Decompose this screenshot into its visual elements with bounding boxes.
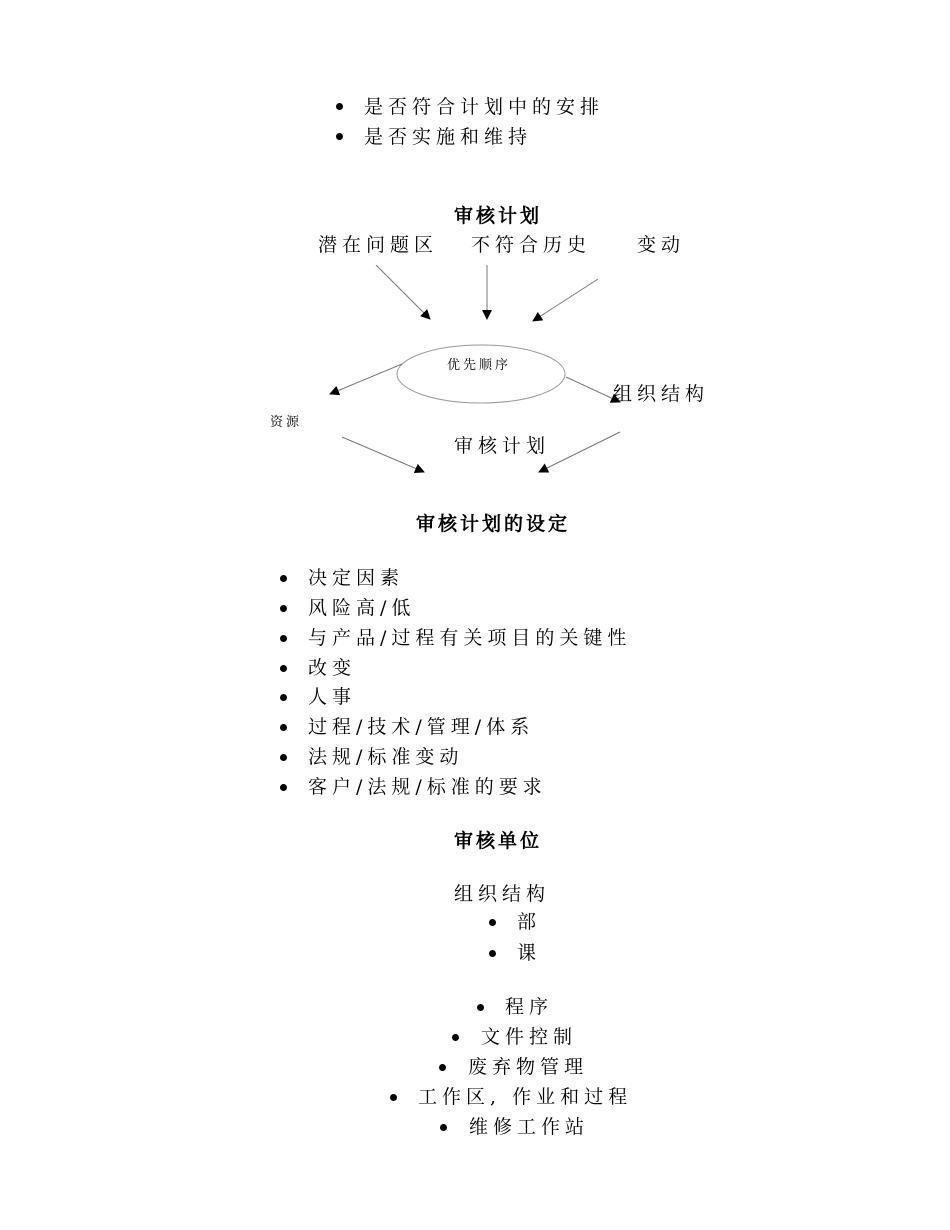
setting-item: 风险高/低 [308,597,416,619]
diagram-input-potential-problems: 潜在问题区 [318,234,439,256]
bullet [280,635,287,642]
units-title: 审核单位 [454,830,543,852]
bullet [280,694,287,701]
bullet [477,1004,484,1011]
bullet [280,784,287,791]
check-item: 是否符合计划中的安排 [364,96,605,118]
bullet [439,1064,446,1071]
org-item: 课 [517,942,542,964]
bullet [489,919,496,926]
setting-item: 与产品/过程有关项目的关键性 [308,627,632,649]
bullet [489,950,496,957]
diagram-left-node: 资源 [270,415,303,430]
setting-item: 过程/技术/管理/体系 [308,716,535,738]
arrow-org-to-plan [539,432,620,472]
arrow-center-to-resources [330,364,402,394]
arrow-center-to-org [566,377,620,402]
units-org-label: 组织结构 [454,883,551,905]
bullet [280,754,287,761]
diagram-center-label: 优先顺序 [447,358,512,373]
diagram-input-nonconformity-history: 不符合历史 [471,234,592,256]
setting-item: 人事 [308,686,357,708]
bullet [452,1034,459,1041]
unit-item: 工作区, 作业和过程 [418,1086,633,1108]
unit-item: 文件控制 [481,1026,578,1048]
diagram-title: 审核计划 [454,205,543,227]
arrow-potential-to-center [376,265,430,319]
setting-item: 客户/法规/标准的要求 [308,776,547,798]
diagram-right-node: 组织结构 [613,383,710,405]
arrow-resources-to-plan [342,437,424,472]
bullet [280,605,287,612]
diagram-input-changes: 变动 [637,234,686,256]
setting-item: 法规/标准变动 [308,746,464,768]
bullet [280,724,287,731]
bullet [440,1124,447,1131]
bullet [280,575,287,582]
check-item: 是否实施和维持 [364,126,533,148]
arrow-changes-to-center [533,279,598,321]
setting-item: 改变 [308,657,357,679]
unit-item: 维修工作站 [469,1116,590,1138]
setting-item: 决定因素 [308,567,405,589]
bullet [390,1094,397,1101]
diagram-output: 审核计划 [454,435,551,457]
setting-title: 审核计划的设定 [416,513,571,535]
unit-item: 废弃物管理 [468,1056,589,1078]
org-item: 部 [517,911,542,933]
bullet [280,665,287,672]
unit-item: 程序 [505,996,554,1018]
